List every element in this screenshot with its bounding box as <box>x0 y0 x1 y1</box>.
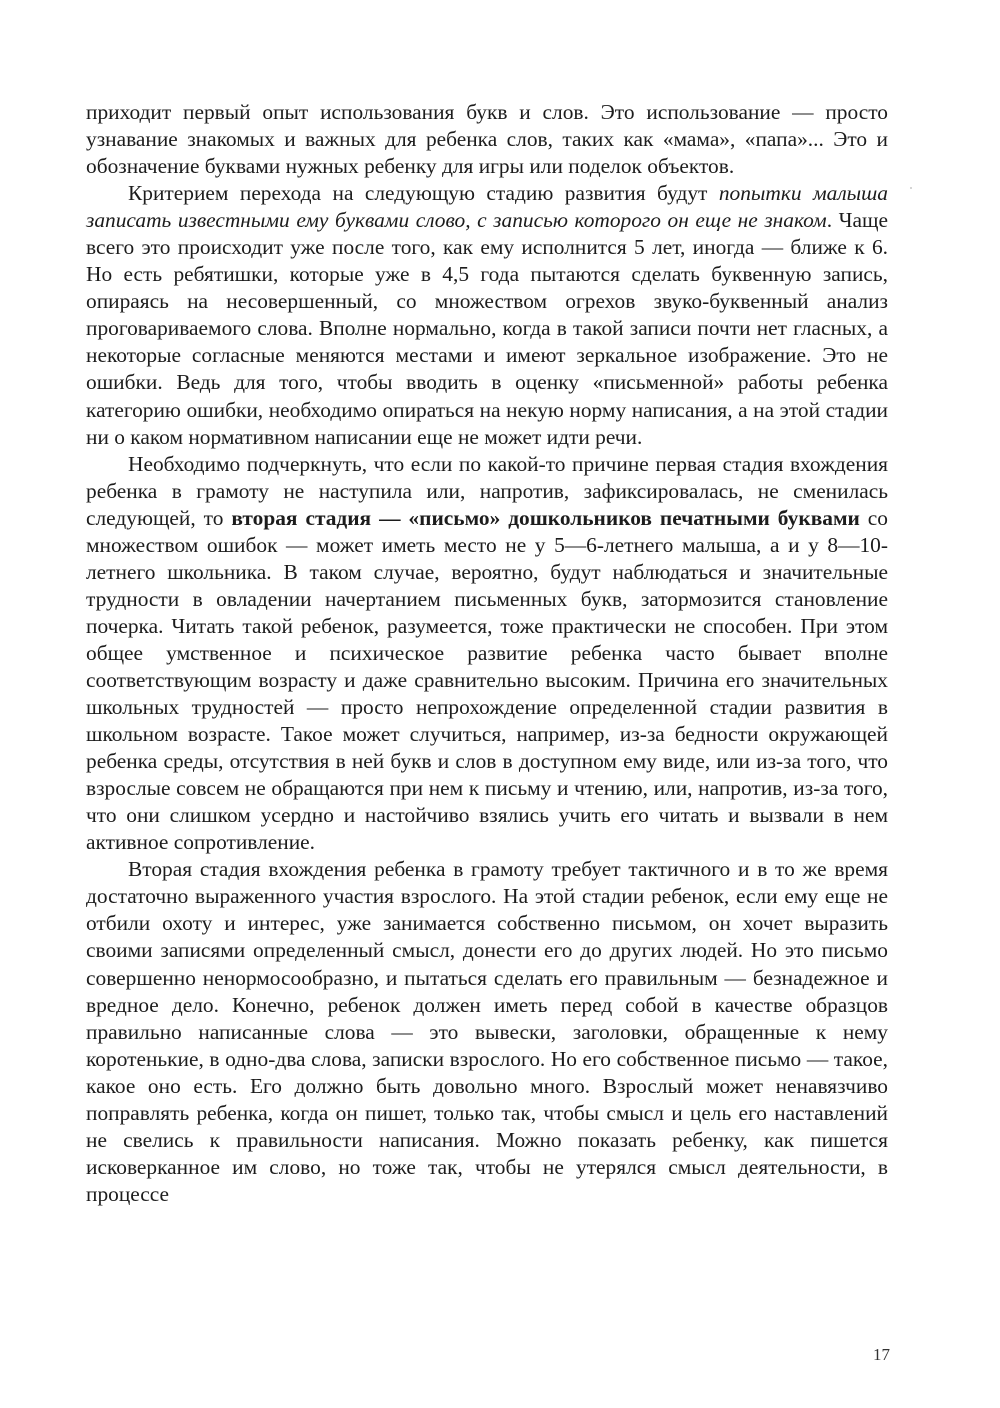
text-run: Критерием перехода на следующую стадию развития будут <box>128 181 719 206</box>
text-run: . Чаще всего это происходит уже после того, как ему исполнится 5 лет, иногда — ближе к 6. Но есть ребятишки, которые уже в 4,5 года пытаются сделать буквенную запись, опираясь на несовершенный, со множеством огрехов звуко-буквенный анализ проговариваемого слова. Вполне нормально, когда в такой записи почти нет гласных, а некоторые согласные меняются местами и имеют зеркальное изображение. Это не ошибки. Ведь для того, чтобы вводить в оценку «письменной» работы ребенка категорию ошибки, необходимо опираться на некую норму написания, а на этой стадии ни о каком нормативном написании еще не может идти речи. <box>86 208 888 449</box>
paragraph-4 <box>86 856 888 1208</box>
scan-speck <box>910 187 912 189</box>
page-number: 17 <box>873 1345 890 1364</box>
text-run: Необходимо подчеркнуть, что если по какой-то причине первая стадия вхождения ребенка в грамоту не наступила или, напротив, зафиксировалась, не сменилась следующей, то <box>86 451 888 530</box>
text-run: Вторая стадия вхождения ребенка в грамоту требует тактичного и в то же время достаточно выраженного участия взрослого. На этой стадии ребенок, если ему еще не отбили охоту и интерес, уже занимается собственно письмом, он хочет выразить своими записями определенный смысл, донести его до других людей. Но это письмо совершенно ненормосообразно, и пытаться сделать его правильным — безнадежное и вредное дело. Конечно, ребенок должен иметь перед собой в качестве образцов правильно написанные слова — это вывески, заголовки, обращенные к нему коротенькие, в одно-два слова, записки взрослого. Но его собственное письмо — такое, какое оно есть. Его должно быть довольно много. Взрослый может ненавязчиво поправлять ребенка, когда он пишет, только так, чтобы смысл и цель его наставлений не свелись к правильности написания. Можно показать ребенку, как пишется исковерканное им слово, но тоже так, чтобы не утерялся смысл деятельности, в процессе <box>86 857 888 1206</box>
paragraph-3 <box>86 451 888 857</box>
page-text-body <box>86 99 888 1208</box>
paragraph-2 <box>86 180 888 450</box>
paragraph-1 <box>86 99 888 180</box>
bold-term: вторая стадия — «письмо» дошкольников печатными буквами <box>231 505 860 530</box>
text-run: приходит первый опыт использования букв и слов. Это использование — просто узнавание знакомых и важных для ребенка слов, таких как «мама», «папа»... Это и обозначение буквами нужных ребенку для игры или поделок объектов. <box>86 100 888 179</box>
text-run: со множеством ошибок — может иметь место не у 5—6-летнего малыша, а и у 8—10-летнего школьника. В таком случае, вероятно, будут наблюдаться и значительные трудности в овладении начертанием письменных букв, затормозится становление почерка. Читать такой ребенок, разумеется, тоже практически не способен. При этом общее умственное и психическое развитие ребенка часто бывает вполне соответствующим возрасту и даже сравнительно высоким. Причина его значительных школьных трудностей — просто непрохождение определенной стадии развития в школьном возрасте. Такое может случиться, например, из-за бедности окружающей ребенка среды, отсутствия в ней букв и слов в доступном ему виде, или из-за того, что взрослые совсем не обращаются при нем к письму и чтению, или, напротив, из-за того, что они слишком усердно и настойчиво взялись учить его читать и вызвали в нем активное сопротивление. <box>86 505 888 855</box>
italic-emphasis: попытки малыша записать известными ему буквами слово, с записью которого он еще не знаком <box>86 181 888 233</box>
